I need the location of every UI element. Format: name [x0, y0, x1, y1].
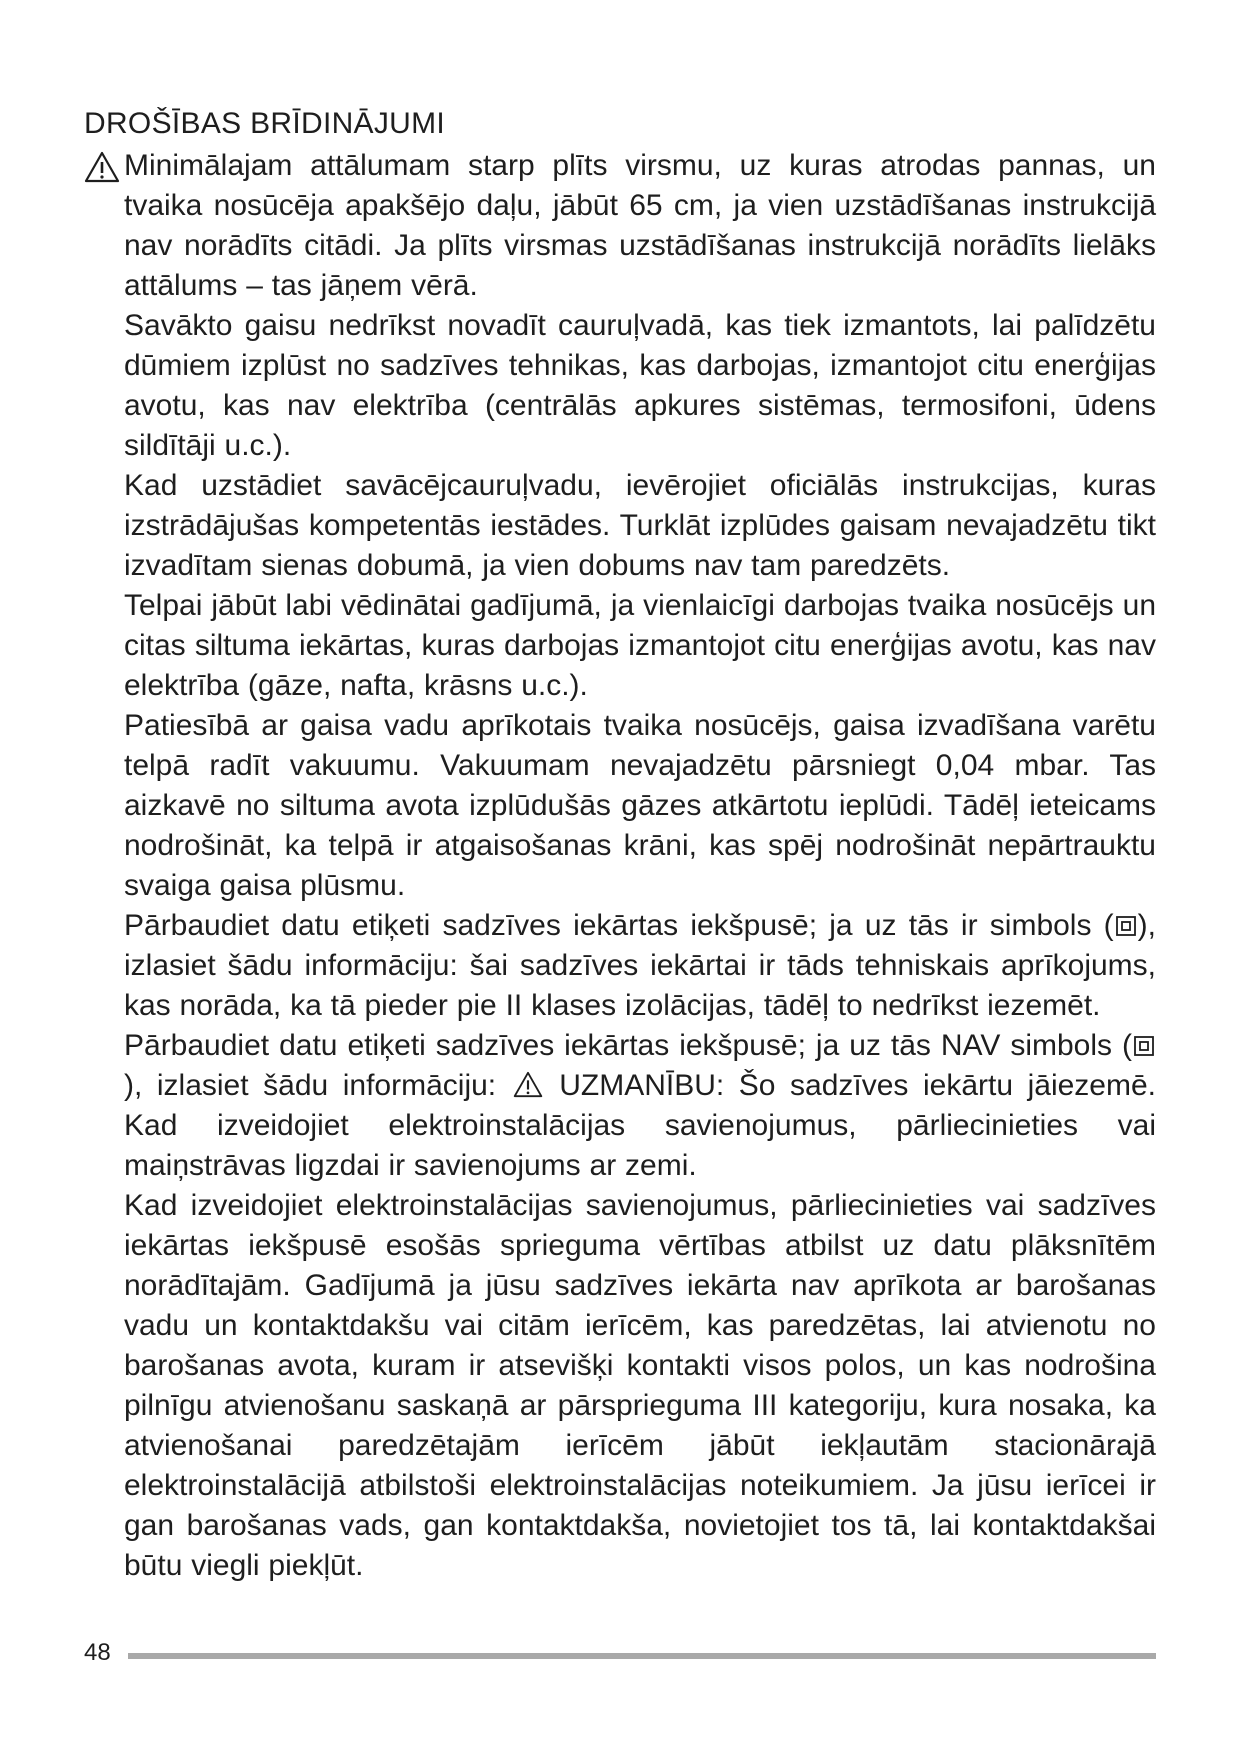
paragraph-text: ), izlasiet šādu informāciju: [124, 1069, 511, 1102]
double-insulation-icon [1133, 1035, 1155, 1057]
section-heading: DROŠĪBAS BRĪDINĀJUMI [84, 107, 446, 140]
paragraph-text: UZMANĪBU: Šo sadzīves iekārtu jāiezemē. Kad izveidojiet elektroinstalācijas savienojumus, pārliecinieties vai maiņstrāvas ligzdai ir savienojums ar zemi. [124, 1069, 1156, 1182]
paragraph-grounding [124, 1026, 1156, 1186]
double-insulation-icon [1115, 915, 1137, 937]
warning-triangle-icon [513, 1071, 543, 1098]
paragraph-electrical-connection: Kad izveidojiet elektroinstalācijas savienojumus, pārliecinieties vai sadzīves iekārtas iekšpusē esošās sprieguma vērtības atbilst uz datu plāksnītēm norādītajām. Gadījumā ja jūsu sadzīves iekārta nav aprīkota ar barošanas vadu un kontaktdakšu vai citām ierīcēm, kas paredzētas, lai atvienotu no barošanas avota, kuram ir atsevišķi kontakti visos polos, un kas nodrošina pilnīgu atvienošanu saskaņā ar pārsprieguma III kategoriju, kura nosaka, ka atvienošanai paredzētajām ierīcēm jābūt iekļautām stacionārajā elektroinstalācijā atbilstoši elektroinstalācijas noteikumiem. Ja jūsu ierīcei ir gan barošanas vads, gan kontaktdakša, novietojiet tos tā, lai kontaktdakšai būtu viegli piekļūt. [124, 1189, 1156, 1582]
warning-triangle-icon [84, 151, 120, 183]
paragraph-text: Pārbaudiet datu etiķeti sadzīves iekārtas iekšpusē; ja uz tās ir simbols ( [124, 909, 1114, 942]
paragraph-text: Pārbaudiet datu etiķeti sadzīves iekārtas iekšpusē; ja uz tās NAV simbols ( [124, 1029, 1132, 1062]
paragraph-class2-symbol [124, 906, 1156, 1026]
paragraph-vacuum: Patiesībā ar gaisa vadu aprīkotais tvaika nosūcējs, gaisa izvadīšana varētu telpā radīt vakuumu. Vakuumam nevajadzētu pārsniegt 0,04 mbar. Tas aizkavē no siltuma avota izplūdušās gāzes atkārtotu ieplūdi. Tādēļ ieteicams nodrošināt, ka telpā ir atgaisošanas krāni, kas spēj nodrošināt nepārtrauktu svaiga gaisa plūsmu. [124, 709, 1156, 902]
paragraph-min-distance: Minimālajam attālumam starp plīts virsmu, uz kuras atrodas pannas, un tvaika nosūcēja apakšējo daļu, jābūt 65 cm, ja vien uzstādīšanas instrukcijā nav norādīts citādi. Ja plīts virsmas uzstādīšanas instrukcijā norādīts lielāks attālums – tas jāņem vērā. [124, 149, 1156, 302]
page-number: 48 [84, 1639, 111, 1666]
paragraph-exhaust-duct: Savākto gaisu nedrīkst novadīt cauruļvadā, kas tiek izmantots, lai palīdzētu dūmiem izplūst no sadzīves tehnikas, kas darbojas, izmantojot citu enerģijas avotu, kas nav elektrība (centrālās apkures sistēmas, termosifoni, ūdens sildītāji u.c.). [124, 309, 1156, 462]
paragraph-text: ), izlasiet šādu informāciju: šai sadzīves iekārtai ir tāds tehniskais aprīkojums, kas norāda, ka tā pieder pie II klases izolācijas, tādēļ to nedrīkst iezemēt. [124, 909, 1156, 1022]
footer-divider [128, 1653, 1156, 1659]
paragraph-duct-installation: Kad uzstādiet savācējcauruļvadu, ievērojiet oficiālās instrukcijas, kuras izstrādājušas kompetentās iestādes. Turklāt izplūdes gaisam nevajadzētu tikt izvadītam sienas dobumā, ja vien dobums nav tam paredzēts. [124, 469, 1156, 582]
warnings-body [124, 146, 1156, 1586]
paragraph-ventilation: Telpai jābūt labi vēdinātai gadījumā, ja vienlaicīgi darbojas tvaika nosūcējs un citas siltuma iekārtas, kuras darbojas izmantojot citu enerģijas avotu, kas nav elektrība (gāze, nafta, krāsns u.c.). [124, 589, 1156, 702]
